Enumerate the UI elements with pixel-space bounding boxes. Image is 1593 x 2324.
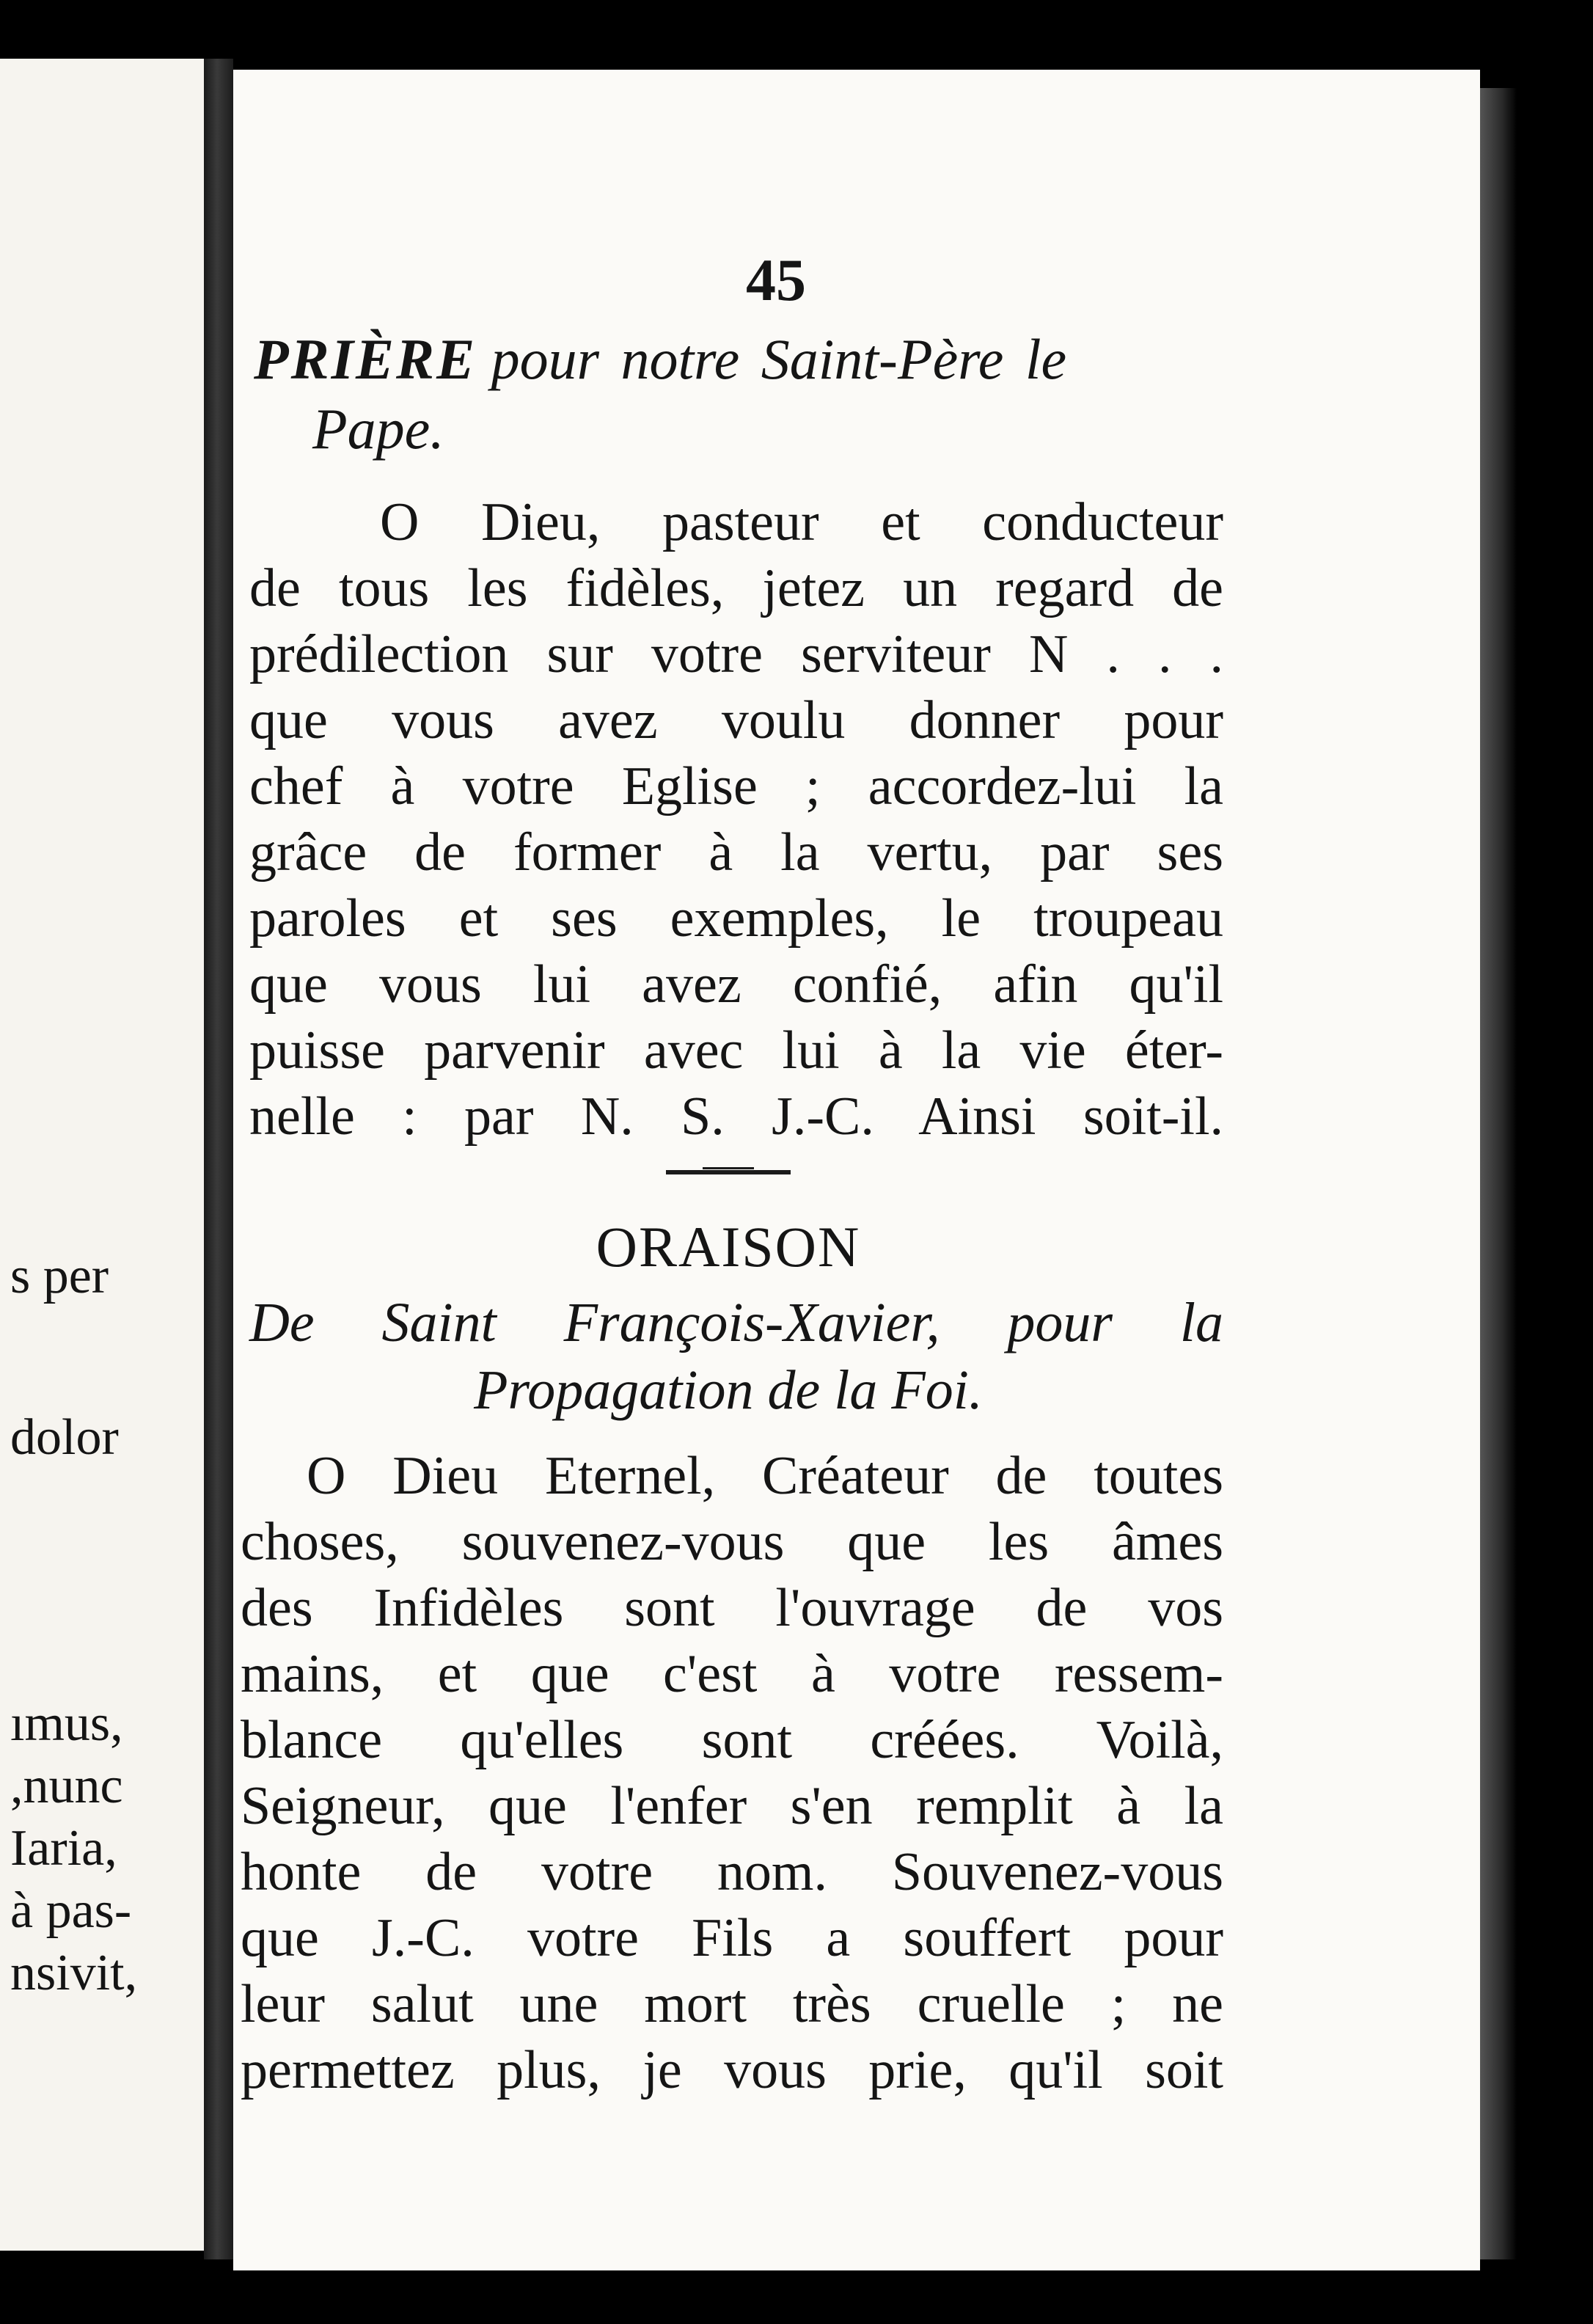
prayer-heading-caps: PRIÈRE <box>254 327 477 391</box>
oraison-line: honte de votre nom. Souvenez-vous <box>241 1842 1223 1902</box>
prayer-line: chef à votre Eglise ; accordez-lui la <box>249 756 1223 816</box>
left-page-line: à pas- <box>10 1882 132 1939</box>
oraison-line: permettez plus, je vous prie, qu'il soit <box>241 2040 1223 2100</box>
left-page-line: ımus, <box>10 1695 123 1752</box>
prayer-line: que vous lui avez confié, afin qu'il <box>249 954 1223 1015</box>
oraison-subtitle-line1: De Saint François-Xavier, pour la <box>249 1292 1223 1353</box>
left-page-line: ,nunc <box>10 1758 123 1814</box>
prayer-heading-line2: Pape. <box>312 397 444 461</box>
left-page-line: nsivit, <box>10 1945 138 2001</box>
page-edge-shadow <box>1480 88 1517 2259</box>
page-number: 45 <box>746 246 806 313</box>
prayer-line: de tous les fidèles, jetez un regard de <box>249 558 1223 618</box>
oraison-title: ORAISON <box>596 1215 861 1279</box>
left-facing-page <box>0 59 204 2251</box>
oraison-line: mains, et que c'est à votre ressem- <box>241 1644 1223 1704</box>
oraison-line: Seigneur, que l'enfer s'en remplit à la <box>241 1776 1223 1836</box>
prayer-heading-line1 <box>254 326 1226 392</box>
prayer-line: que vous avez voulu donner pour <box>249 690 1223 750</box>
prayer-line: prédilection sur votre serviteur N . . . <box>249 624 1223 684</box>
book-page <box>233 70 1480 2270</box>
oraison-line: que J.-C. votre Fils a souffert pour <box>241 1908 1223 1968</box>
ornamental-rule-center <box>703 1167 754 1169</box>
prayer-line: nelle : par N. S. J.-C. Ainsi soit-il. <box>249 1086 1223 1147</box>
oraison-line: des Infidèles sont l'ouvrage de vos <box>241 1578 1223 1638</box>
left-page-line: s per <box>10 1248 109 1304</box>
oraison-line: blance qu'elles sont créées. Voilà, <box>241 1710 1223 1770</box>
oraison-line: O Dieu Eternel, Créateur de toutes <box>307 1446 1223 1506</box>
left-page-line: dolor <box>10 1409 119 1466</box>
oraison-line: choses, souvenez-vous que les âmes <box>241 1512 1223 1572</box>
oraison-subtitle-line2: Propagation de la Foi. <box>474 1359 983 1421</box>
prayer-heading-rest: pour notre Saint-Père le <box>491 327 1067 391</box>
left-page-line: Iaria, <box>10 1820 117 1877</box>
ornamental-rule <box>666 1170 791 1174</box>
prayer-line: paroles et ses exemples, le troupeau <box>249 888 1223 949</box>
oraison-line: leur salut une mort très cruelle ; ne <box>241 1974 1223 2034</box>
book-gutter <box>204 59 233 2259</box>
prayer-line: O Dieu, pasteur et conducteur <box>380 492 1223 552</box>
prayer-line: puisse parvenir avec lui à la vie éter- <box>249 1020 1223 1081</box>
prayer-line: grâce de former à la vertu, par ses <box>249 822 1223 883</box>
